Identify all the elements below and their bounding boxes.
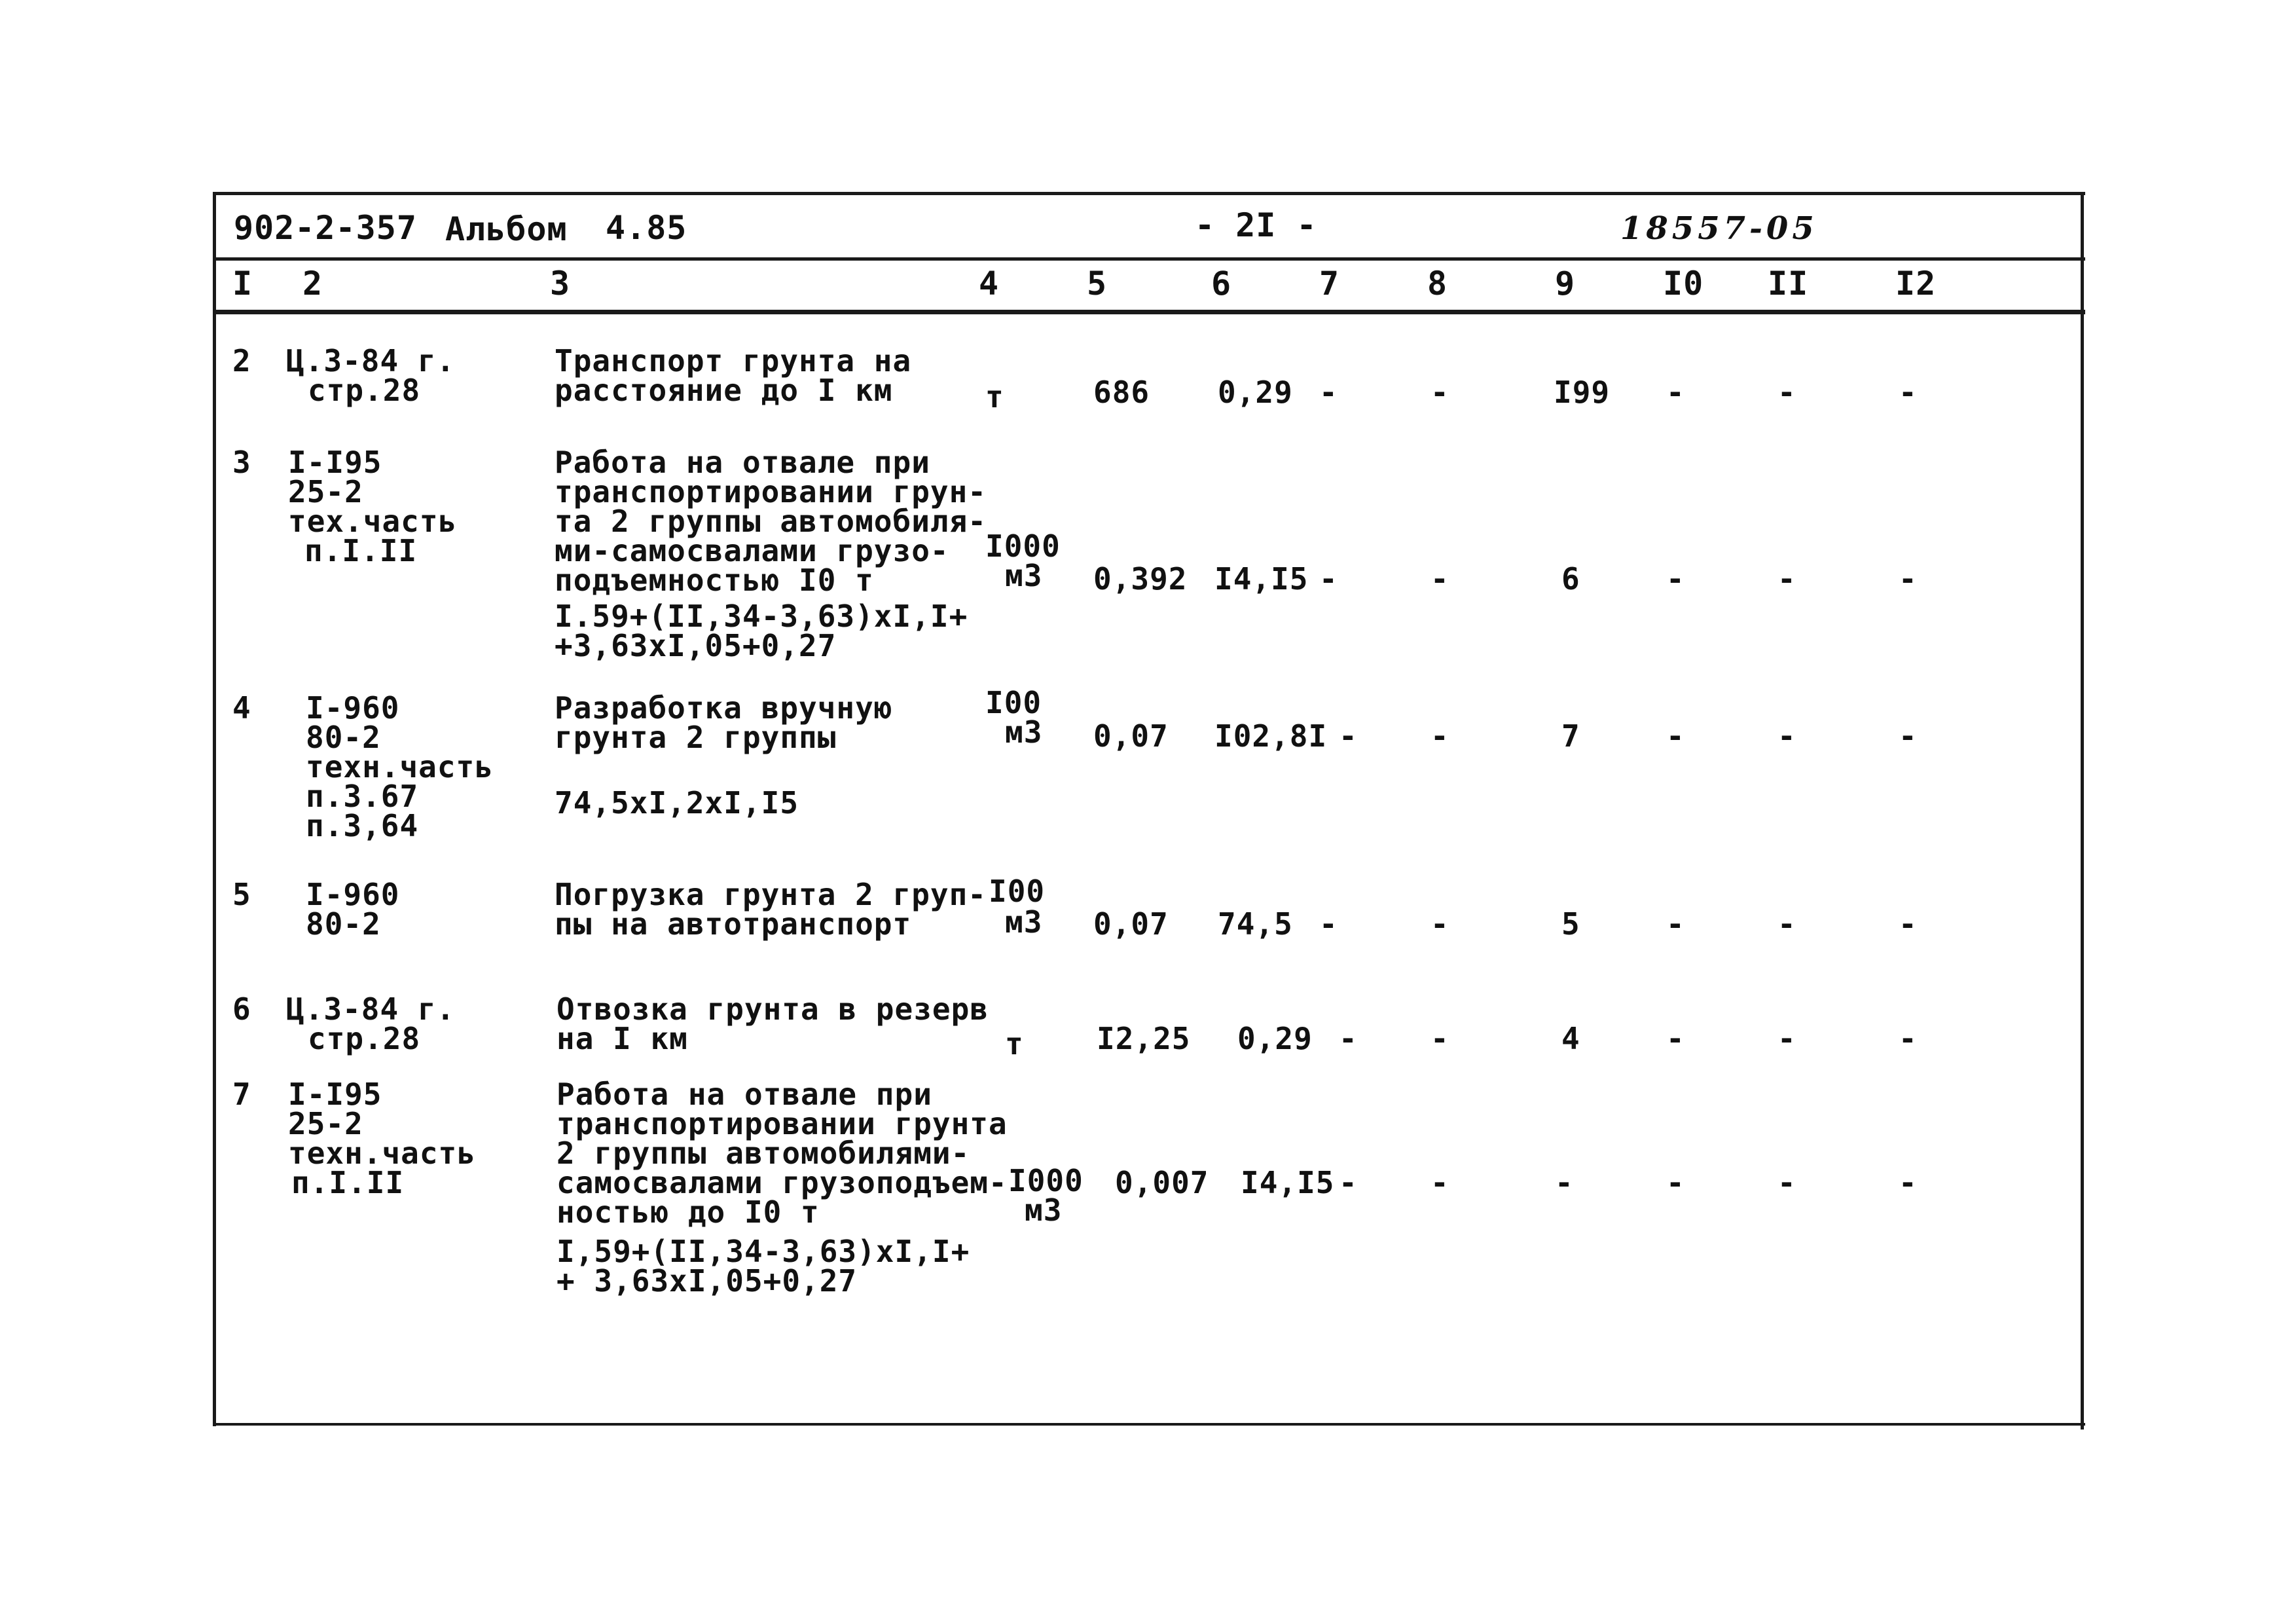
unit: I000 (985, 528, 1061, 564)
norm-code: 80-2 (306, 906, 381, 942)
quantity: 0,07 (1093, 906, 1169, 942)
col-header-10: I0 (1663, 265, 1704, 303)
unit: м3 (1025, 1192, 1063, 1228)
unit-price: I4,I5 (1214, 561, 1309, 597)
col-9-value: 5 (1561, 906, 1580, 942)
work-description: ми-самосвалами грузо- (555, 533, 949, 568)
work-description: Отвозка грунта в резерв (556, 991, 989, 1027)
col-10-value: - (1666, 1165, 1685, 1200)
col-header-2: 2 (302, 265, 323, 303)
quantity: 686 (1093, 375, 1150, 410)
row-number: 5 (232, 877, 251, 912)
col-11-value: - (1777, 906, 1796, 942)
unit-price: I02,8I (1214, 718, 1328, 754)
col-10-value: - (1666, 718, 1685, 754)
col-11-value: - (1777, 1165, 1796, 1200)
norm-code: п.I.II (304, 533, 418, 568)
work-description: пы на автотранспорт (555, 906, 912, 942)
col-7-value: - (1319, 561, 1338, 597)
col-12-value: - (1899, 1165, 1918, 1200)
col-8-value: - (1430, 906, 1449, 942)
quantity: 0,392 (1093, 561, 1188, 597)
unit: м3 (1005, 904, 1043, 940)
unit: т (985, 379, 1004, 415)
col-8-value: - (1430, 561, 1449, 597)
norm-code: I-I95 (288, 445, 382, 480)
norm-code: Ц.3-84 г. (286, 343, 456, 378)
work-description: Транспорт грунта на (555, 343, 912, 378)
quantity: 0,007 (1115, 1165, 1209, 1200)
col-header-7: 7 (1319, 265, 1340, 303)
col-12-value: - (1899, 1021, 1918, 1056)
norm-code: стр.28 (308, 373, 421, 408)
right-border (2081, 192, 2084, 1430)
col-9-value: I99 (1554, 375, 1611, 410)
row-number: 2 (232, 343, 251, 378)
norm-code: 80-2 (306, 720, 381, 755)
col-8-value: - (1430, 718, 1449, 754)
work-description: та 2 группы автомобиля- (555, 504, 987, 539)
bottom-border (213, 1423, 2085, 1426)
norm-code: I-960 (306, 877, 400, 912)
calc-formula: I,59+(II,34-3,63)xI,I+ (556, 1234, 970, 1269)
series-number: 902-2-357 (234, 209, 417, 247)
unit: I000 (1008, 1163, 1084, 1198)
col-11-value: - (1777, 1021, 1796, 1056)
col-7-value: - (1339, 1165, 1358, 1200)
row-number: 7 (232, 1077, 251, 1112)
col-header-3: 3 (550, 265, 571, 303)
col-11-value: - (1777, 561, 1796, 597)
work-description: Разработка вручную (555, 690, 893, 726)
row-number: 3 (232, 445, 251, 480)
norm-code: стр.28 (308, 1021, 421, 1056)
col-12-value: - (1899, 561, 1918, 597)
norm-code: тех.часть (288, 504, 458, 539)
work-description: ностью до I0 т (556, 1194, 820, 1230)
work-description: Работа на отвале при (555, 445, 930, 480)
norm-code: I-960 (306, 690, 400, 726)
col-header-8: 8 (1427, 265, 1448, 303)
norm-code: Ц.3-84 г. (286, 991, 456, 1027)
unit-price: I4,I5 (1241, 1165, 1335, 1200)
calc-formula: +3,63xI,05+0,27 (555, 628, 837, 663)
unit: I00 (989, 874, 1046, 909)
column-header-separator (213, 310, 2085, 314)
norm-code: техн.часть (288, 1135, 476, 1171)
work-description: самосвалами грузоподъем- (556, 1165, 1008, 1200)
work-description: транспортировании грун- (555, 474, 987, 509)
col-7-value: - (1339, 718, 1358, 754)
quantity: I2,25 (1097, 1021, 1191, 1056)
estimate-sheet (213, 192, 2085, 1430)
unit-price: 74,5 (1218, 906, 1293, 942)
col-10-value: - (1666, 906, 1685, 942)
calc-formula: I.59+(II,34-3,63)xI,I+ (555, 599, 968, 634)
top-border (213, 192, 2085, 195)
work-description: 2 группы автомобилями- (556, 1135, 970, 1171)
left-border (213, 192, 216, 1426)
quantity: 0,07 (1093, 718, 1169, 754)
unit: м3 (1005, 558, 1043, 593)
header-separator (213, 257, 2085, 261)
norm-code: 25-2 (288, 474, 363, 509)
col-8-value: - (1430, 1021, 1449, 1056)
col-10-value: - (1666, 561, 1685, 597)
norm-code: техн.часть (306, 749, 494, 784)
work-description: Работа на отвале при (556, 1077, 932, 1112)
col-12-value: - (1899, 718, 1918, 754)
col-header-12: I2 (1895, 265, 1937, 303)
album-number: 4.85 (606, 209, 687, 247)
col-header-11: II (1768, 265, 1809, 303)
work-description: подъемностью I0 т (555, 563, 874, 598)
col-9-value: 7 (1561, 718, 1580, 754)
col-9-value: 6 (1561, 561, 1580, 597)
col-9-value: - (1555, 1165, 1574, 1200)
work-description: транспортировании грунта (556, 1106, 1008, 1141)
col-10-value: - (1666, 375, 1685, 410)
unit: м3 (1005, 714, 1043, 750)
inventory-number: 18557-05 (1620, 210, 1818, 247)
unit-price: 0,29 (1218, 375, 1293, 410)
norm-code: п.I.II (291, 1165, 405, 1200)
col-header-9: 9 (1555, 265, 1576, 303)
work-description: Погрузка грунта 2 груп- (555, 877, 987, 912)
col-8-value: - (1430, 375, 1449, 410)
col-header-1: I (232, 265, 253, 303)
col-7-value: - (1319, 906, 1338, 942)
col-10-value: - (1666, 1021, 1685, 1056)
unit-price: 0,29 (1237, 1021, 1313, 1056)
work-description: расстояние до I км (555, 373, 893, 408)
col-header-6: 6 (1211, 265, 1232, 303)
col-header-5: 5 (1087, 265, 1108, 303)
calc-formula: + 3,63xI,05+0,27 (556, 1263, 858, 1299)
album-label: Альбом (445, 210, 568, 248)
col-8-value: - (1430, 1165, 1449, 1200)
row-number: 4 (232, 690, 251, 726)
row-number: 6 (232, 991, 251, 1027)
page-number: - 2I - (1195, 206, 1317, 244)
col-11-value: - (1777, 375, 1796, 410)
col-7-value: - (1319, 375, 1338, 410)
norm-code: 25-2 (288, 1106, 363, 1141)
col-9-value: 4 (1561, 1021, 1580, 1056)
col-12-value: - (1899, 375, 1918, 410)
norm-code: I-I95 (288, 1077, 382, 1112)
col-7-value: - (1339, 1021, 1358, 1056)
col-12-value: - (1899, 906, 1918, 942)
work-description: на I км (556, 1021, 688, 1056)
calc-formula: 74,5xI,2xI,I5 (555, 785, 799, 821)
unit: т (1005, 1026, 1024, 1061)
col-header-4: 4 (979, 265, 1000, 303)
norm-code: п.3,64 (306, 808, 419, 843)
work-description: грунта 2 группы (555, 720, 837, 755)
norm-code: п.3.67 (306, 779, 419, 814)
unit: I00 (985, 685, 1042, 720)
col-11-value: - (1777, 718, 1796, 754)
